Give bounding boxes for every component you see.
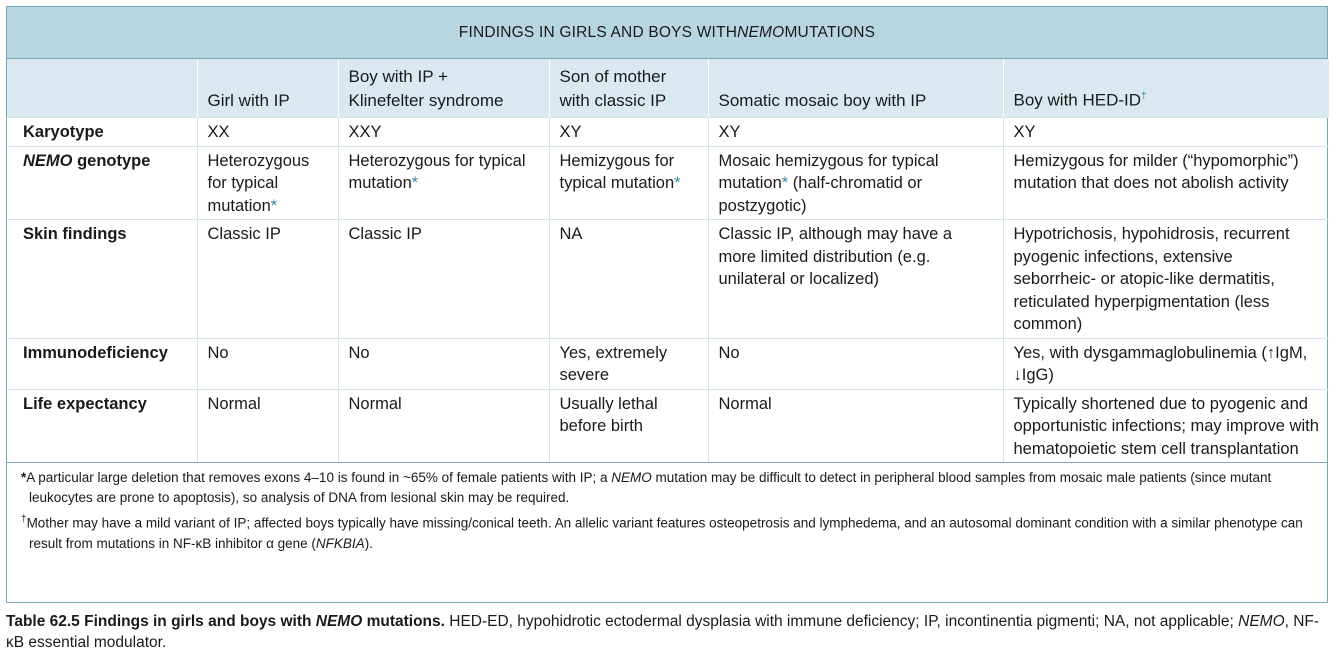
row-label-skin: Skin findings — [23, 225, 127, 243]
table-row — [7, 146, 1329, 220]
table-title: FINDINGS IN GIRLS AND BOYS WITH NEMO MUTATIONS — [7, 7, 1327, 59]
table-cell: Hemizygous for milder (“hypomorphic”) mutation that does not abolish activity — [1003, 146, 1329, 220]
row-label-life-expectancy: Life expectancy — [23, 394, 147, 413]
table-cell: Hypotrichosis, hypohidrosis, recurrent pyogenic infections, extensive seborrheic- or atopic-like dermatitis, reticulated hyperpigmentation (less common) — [1003, 220, 1329, 339]
header-boy-hed-id: Boy with HED-ID† — [1003, 59, 1329, 118]
table-cell: Yes, with dysgammaglobulinemia (↑IgM, ↓IgG) — [1003, 338, 1329, 389]
table-row — [7, 118, 1329, 147]
footnote-asterisk: *A particular large deletion that removes exons 4–10 is found in ~65% of female patients with IP; a NEMO mutation may be difficult to detect in peripheral blood samples from mosaic male patients (since mutant leukocytes are prone to apoptosis), so analysis of DNA from lesional skin may be required. — [21, 470, 1272, 505]
findings-table — [7, 59, 1329, 462]
table-cell: XXY — [338, 118, 549, 147]
table-cell: No — [197, 338, 338, 389]
row-label-karyotype: Karyotype — [23, 123, 104, 141]
header-blank — [7, 59, 197, 118]
table-cell: Usually lethal before birth — [549, 389, 708, 462]
table-cell: Heterozygous for typical mutation* — [338, 146, 549, 220]
table-cell: Normal — [197, 389, 338, 462]
table-cell: Normal — [708, 389, 1003, 462]
table-cell: XY — [1003, 118, 1329, 147]
table-cell: NA — [549, 220, 708, 339]
table-row — [7, 338, 1329, 389]
footnote-dagger: †Mother may have a mild variant of IP; affected boys typically have missing/conical teeth. An allelic variant features osteopetrosis and lymphedema, and an autosomal dominant condition with a similar phenotype can result from mutations in NF-κB inhibitor α gene (NFKBIA). — [21, 514, 1303, 551]
table-cell: Hemizygous for typical mutation* — [549, 146, 708, 220]
footnotes — [7, 462, 1327, 554]
table-cell: Yes, extremely severe — [549, 338, 708, 389]
table-row — [7, 220, 1329, 339]
table-cell: No — [338, 338, 549, 389]
header-girl-with-ip: Girl with IP — [197, 59, 338, 118]
table-cell: No — [708, 338, 1003, 389]
header-row — [7, 59, 1329, 118]
table-cell: Heterozygous for typical mutation* — [197, 146, 338, 220]
row-label-immunodeficiency: Immunodeficiency — [23, 343, 168, 362]
table-cell: XY — [708, 118, 1003, 147]
table-cell: Typically shortened due to pyogenic and opportunistic infections; may improve with hematopoietic stem cell transplantation — [1003, 389, 1329, 462]
header-somatic-mosaic: Somatic mosaic boy with IP — [708, 59, 1003, 118]
table-cell: Normal — [338, 389, 549, 462]
table-caption: Table 62.5 Findings in girls and boys with NEMO mutations. HED-ED, hypohidrotic ectodermal dysplasia with immune deficiency; IP, incontinentia pigmenti; NA, not applicable; NEMO, NF-κB essential modulator. — [6, 613, 1320, 651]
table-cell: Classic IP — [197, 220, 338, 339]
table-row — [7, 389, 1329, 462]
table-cell: Mosaic hemizygous for typical mutation* (half-chromatid or postzygotic) — [708, 146, 1003, 220]
table-cell: Classic IP — [338, 220, 549, 339]
table-cell: XX — [197, 118, 338, 147]
header-son-of-mother: Son of mother with classic IP — [549, 59, 708, 118]
header-boy-klinefelter: Boy with IP + Klinefelter syndrome — [338, 59, 549, 118]
table-cell: Classic IP, although may have a more limited distribution (e.g. unilateral or localized) — [708, 220, 1003, 339]
row-label-genotype: NEMO genotype — [23, 151, 151, 170]
findings-table-panel — [6, 6, 1328, 603]
table-cell: XY — [549, 118, 708, 147]
